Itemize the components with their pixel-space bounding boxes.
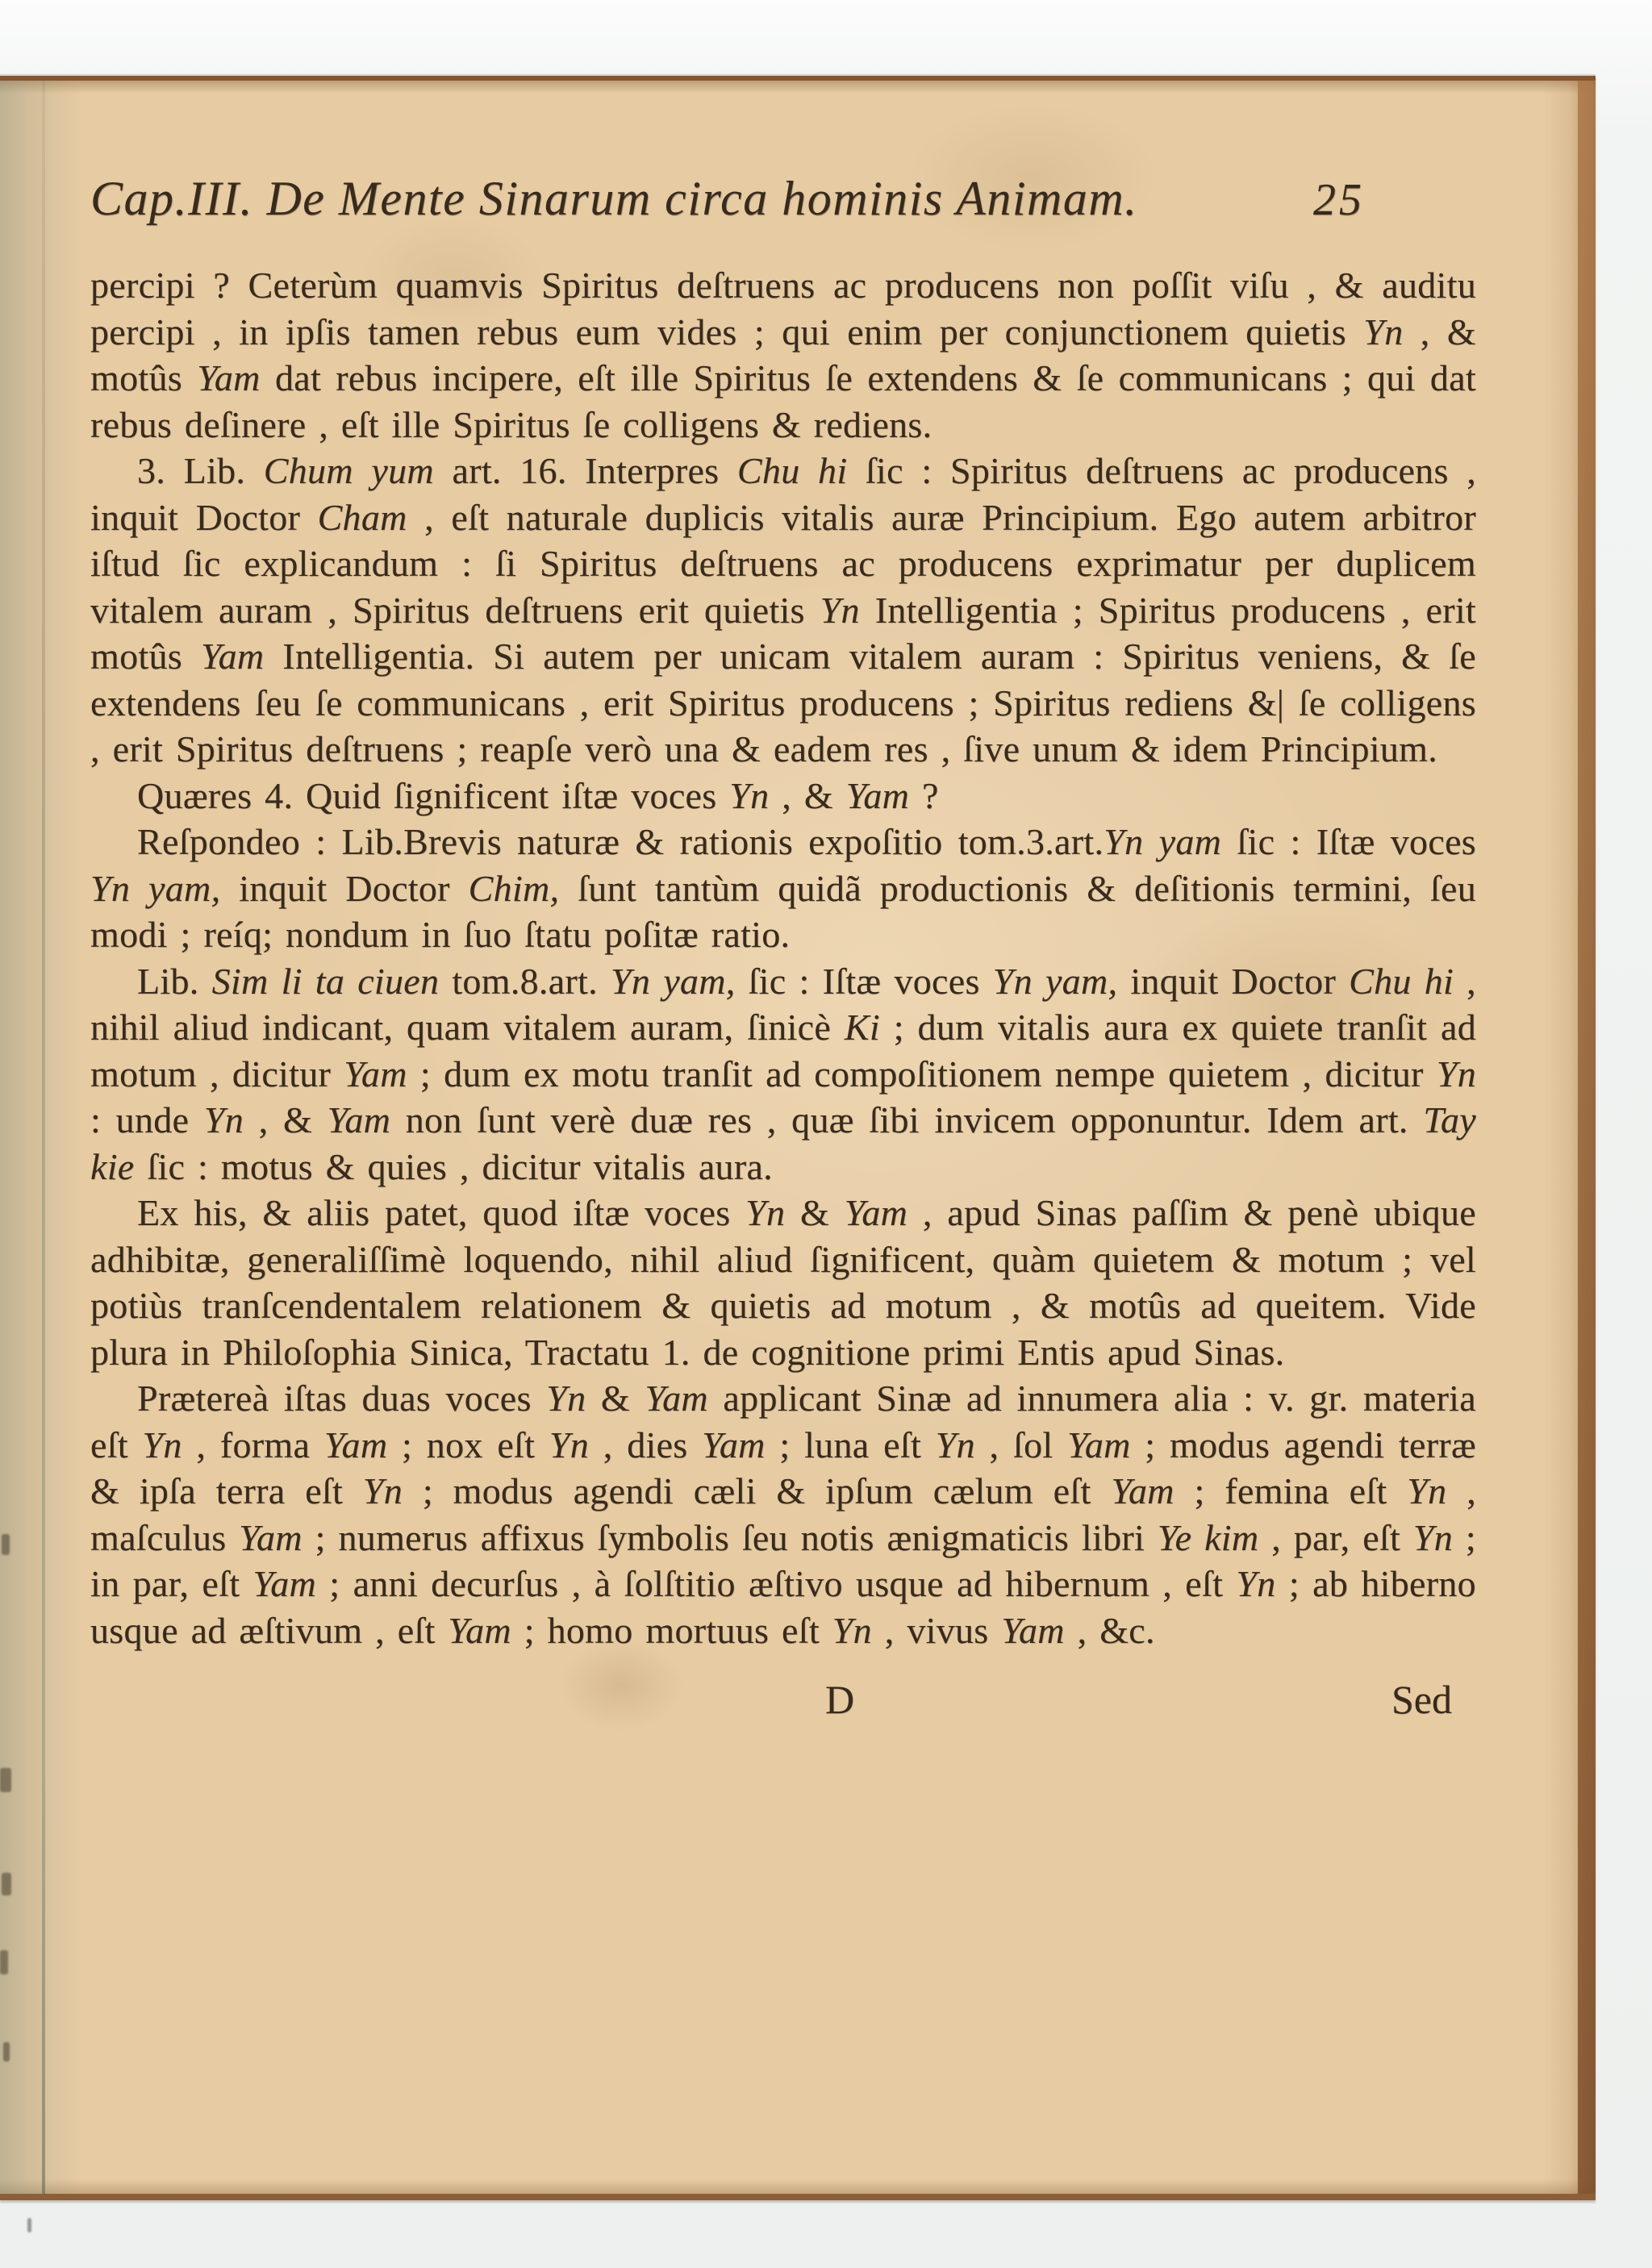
italic-term: Yn: [142, 1424, 182, 1465]
text-run: non ſunt verè duæ res , quæ ſibi invicem opponuntur. Idem art.: [390, 1099, 1424, 1140]
chapter-title: Cap.III. De Mente Sinarum circa hominis Animam.: [90, 172, 1138, 225]
text-run: ſic : Spiritus deſtruens ac producens , inquit Doctor: [90, 450, 1477, 538]
text-run: Prætereà iſtas duas voces: [137, 1378, 547, 1419]
text-run: Intelligentia. Si autem per unicam vitalem auram : Spiritus veniens, & ſe extendens ſeu ſe communicans , erit Spiritus producens ; Spiritus rediens &| ſe colligens , erit Spiritus deſtruens ; reapſe verò una & eadem res , ſive unum & idem Principium.: [90, 636, 1476, 769]
italic-term: Yam: [702, 1424, 766, 1465]
text-run: , &: [769, 774, 846, 816]
paragraph: [90, 958, 1476, 1190]
text-run: Lib.: [137, 960, 212, 1002]
text-run: ; ab hiberno usque ad æſtivum , eſt: [90, 1563, 1476, 1651]
text-run: ; anni decurſus , à ſolſtitio æſtivo usque ad hibernum , eſt: [316, 1563, 1237, 1604]
text-run: Ex his, & aliis patet, quod iſtæ voces: [137, 1192, 746, 1233]
text-run: ?: [909, 774, 939, 816]
paragraph: [90, 448, 1476, 773]
italic-term: Tay kie: [90, 1099, 1476, 1187]
italic-term: Yn: [832, 1609, 872, 1651]
paragraph: [90, 1190, 1476, 1375]
text-run: , & motûs: [90, 311, 1476, 398]
text-run: ; in par, eſt: [90, 1516, 1476, 1604]
text-run: , ſol: [974, 1424, 1068, 1465]
italic-term: Yn yam,: [90, 867, 221, 909]
italic-term: Yam: [448, 1609, 511, 1651]
italic-term: Yam: [645, 1378, 708, 1419]
italic-term: Yn: [1407, 1470, 1447, 1511]
italic-term: Chu hi: [736, 450, 848, 491]
text-run: , nihil aliud indicant, quam vitalem auram, ſinicè: [90, 960, 1476, 1048]
text-run: ; dum vitalis aura ex quiete tranſit ad motum , dicitur: [90, 1007, 1477, 1094]
paragraph: [90, 1375, 1476, 1653]
text-run: ſic : Iſtæ voces: [1221, 821, 1476, 862]
text-run: dat rebus incipere, eſt ille Spiritus ſe extendens & ſe communicans ; qui dat rebus deſinere , eſt ille Spiritus ſe colligens & rediens.: [90, 357, 1477, 445]
text-run: percipi ? Ceterùm quamvis Spiritus deſtruens ac producens non poſſit viſu , & auditu percipi , in ipſis tamen rebus eum vides ; qui enim per conjunctionem quietis: [90, 265, 1476, 352]
text-run: , &c.: [1064, 1609, 1155, 1651]
italic-term: Ki: [844, 1007, 880, 1048]
text-run: tom.8.art.: [439, 960, 611, 1002]
text-run: , par, eſt: [1258, 1516, 1413, 1558]
page-edge-artifact: [0, 1950, 8, 1974]
italic-term: Yn: [203, 1099, 244, 1140]
text-run: ſic : Iſtæ voces: [735, 960, 993, 1002]
italic-term: Yn: [820, 589, 860, 631]
italic-term: Yam: [327, 1099, 391, 1140]
book-page: [0, 76, 1596, 2200]
text-run: inquit Doctor: [1117, 960, 1350, 1002]
italic-term: Yn yam,: [992, 960, 1118, 1002]
text-run: ; dum ex motu tranſit ad compoſitionem nempe quietem , dicitur: [407, 1053, 1437, 1094]
italic-term: Yn: [1412, 1516, 1454, 1558]
italic-term: Yn: [745, 1192, 786, 1233]
italic-term: Chum yum: [263, 450, 434, 491]
body-text: [90, 262, 1476, 1653]
italic-term: Cham: [317, 496, 407, 538]
page-edge-artifact: [2, 1873, 11, 1895]
italic-term: Yn: [546, 1378, 586, 1419]
italic-term: Yam: [323, 1424, 388, 1465]
italic-term: Yam: [1067, 1424, 1131, 1465]
italic-term: Chu hi: [1349, 960, 1454, 1002]
signature-row: [90, 1676, 1476, 1749]
text-run: , forma: [181, 1424, 324, 1465]
page-edge-artifact: [0, 1768, 11, 1792]
text-run: , eſt naturale duplicis vitalis auræ Principium. Ego autem arbitror iſtud ſic explicandum : ſi Spiritus deſtruens ac producens exprimatur per duplicem vitalem auram , Spiritus deſtruens erit quietis: [90, 496, 1476, 631]
paragraph: [90, 262, 1476, 448]
italic-term: Yn: [1236, 1563, 1276, 1604]
text-run: ; modus agendi terræ & ipſa terra eſt: [90, 1424, 1476, 1511]
italic-term: Yam: [1001, 1609, 1065, 1651]
text-run: ; homo mortuus eſt: [511, 1609, 832, 1651]
text-run: applicant Sinæ ad innumera alia : v. gr. materia eſt: [90, 1378, 1476, 1465]
italic-term: Yam: [844, 1192, 908, 1233]
page-edge-artifact: [27, 2218, 31, 2233]
text-run: Reſpondeo : Lib.Brevis naturæ & rationis expoſitio tom.3.art.: [137, 821, 1104, 862]
text-run: , &: [244, 1099, 327, 1140]
text-run: ; femina eſt: [1174, 1470, 1408, 1511]
italic-term: Chim,: [468, 867, 560, 909]
italic-term: Yam: [252, 1563, 317, 1604]
italic-term: Yn: [549, 1424, 590, 1465]
text-run: : unde: [90, 1099, 204, 1140]
italic-term: Yam: [1111, 1470, 1174, 1511]
catchword: Sed: [1391, 1677, 1452, 1722]
italic-term: Ye kim: [1157, 1516, 1259, 1558]
running-header: [90, 171, 1476, 227]
gathering-signature: D: [825, 1677, 855, 1722]
text-run: 3. Lib.: [137, 450, 264, 491]
text-run: ſunt tantùm quidã productionis & deſitionis termini, ſeu modi ; reíq; nondum in ſuo ſtatu poſitæ ratio.: [90, 867, 1476, 955]
text-run: , vivus: [871, 1609, 1002, 1651]
italic-term: Sim li ta ciuen: [211, 960, 440, 1002]
paragraph: [90, 819, 1476, 958]
text-run: &: [586, 1378, 645, 1419]
text-run: art. 16. Interpres: [433, 450, 737, 491]
text-run: ; luna eſt: [765, 1424, 936, 1465]
italic-term: Yam: [344, 1053, 407, 1094]
text-run: , dies: [589, 1424, 703, 1465]
page-number: 25: [1313, 175, 1365, 225]
page-edge-artifact: [3, 2042, 10, 2062]
italic-term: Yn: [1363, 311, 1404, 352]
text-run: , maſculus: [90, 1470, 1477, 1558]
italic-term: Yn yam: [1103, 821, 1222, 862]
text-run: ſic : motus & quies , dicitur vitalis aura.: [134, 1145, 773, 1187]
italic-term: Yn: [362, 1470, 403, 1511]
text-run: inquit Doctor: [220, 867, 469, 909]
text-run: Intelligentia ; Spiritus producens , erit motûs: [90, 589, 1477, 677]
text-run: &: [785, 1192, 845, 1233]
text-run: Quæres 4. Quid ſignificent iſtæ voces: [137, 774, 730, 816]
text-run: ; numerus affixus ſymbolis ſeu notis ænigmaticis libri: [302, 1516, 1158, 1558]
italic-term: Yam: [239, 1516, 302, 1558]
italic-term: Yam: [200, 636, 265, 677]
text-run: ; nox eſt: [387, 1424, 549, 1465]
italic-term: Yam: [845, 774, 910, 816]
italic-term: Yn: [1436, 1053, 1476, 1094]
text-block: [0, 81, 1596, 1749]
italic-term: Yam: [197, 357, 261, 398]
text-run: ; modus agendi cæli & ipſum cælum eſt: [403, 1470, 1112, 1511]
paragraph: [90, 773, 1476, 819]
italic-term: Yn yam,: [610, 960, 736, 1002]
italic-term: Yn: [729, 774, 770, 816]
italic-term: Yn: [935, 1424, 975, 1465]
text-run: , apud Sinas paſſim & penè ubique adhibitæ, generaliſſimè loquendo, nihil aliud ſignificent, quàm quietem & motum ; vel potiùs tranſcendentalem relationem & quietis ad motum , & motûs ad queitem. Vide plura in Philoſophia Sinica, Tractatu 1. de cognitione primi Entis apud Sinas.: [90, 1192, 1476, 1373]
